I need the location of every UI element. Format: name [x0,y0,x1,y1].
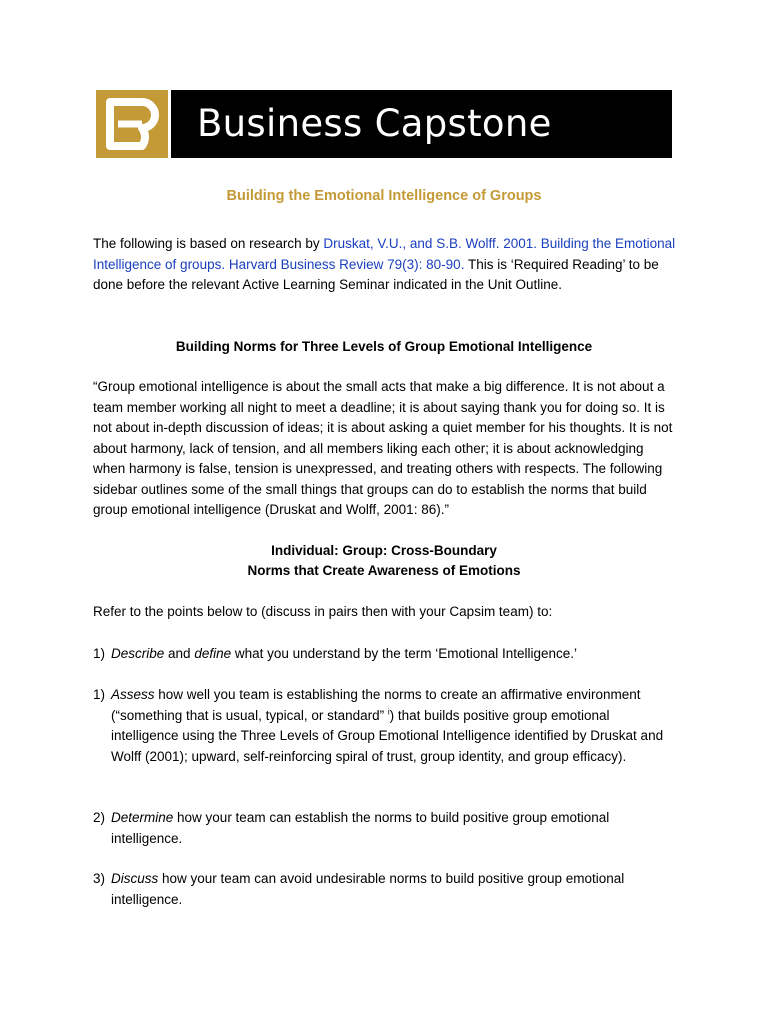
sub-heading-line1: Individual: Group: Cross-Boundary [271,543,497,558]
list-item [93,644,677,665]
list-item [93,869,677,910]
item-number: 3) [93,871,106,886]
item-text: how well you team is establishing the norms to create an affirmative environment (“something that is usual, typical, or standard” [111,687,641,723]
item-verb: Assess [111,687,155,702]
intro-paragraph [93,234,677,296]
instructions: Refer to the points below to (discuss in pairs then with your Capsim team) to: [93,604,553,619]
document-title: Building the Emotional Intelligence of Groups [226,188,542,204]
item-text: how your team can establish the norms to build positive group emotional intelligence. [111,810,610,846]
list-item [93,808,677,849]
item-text-2: ) that builds positive group emotional intelligence using the Three Levels of Group Emotional Intelligence identified by Druskat and Wolff (2001); upward, self-reinforcing spiral of trust, group identity, and group efficacy). [111,707,664,764]
citation-link[interactable]: Druskat, V.U., and S.B. Wolff. 2001. Building the Emotional Intelligence of groups. Harvard Business Review 79(3): 80-90. [93,236,676,272]
item-text: how your team can avoid undesirable norms to build positive group emotional intelligence. [111,871,625,907]
item-verb: Determine [111,810,174,825]
item-text: and [164,646,195,661]
item-number: 1) [93,646,106,661]
item-text-2: what you understand by the term ‘Emotional Intelligence.’ [231,646,578,661]
item-verb-2: define [194,646,232,661]
item-verb: Discuss [111,871,159,886]
item-number: 2) [93,810,106,825]
intro-suffix: This is ‘Required Reading’ to be done before the relevant Active Learning Seminar indicated in the Unit Outline. [93,256,659,292]
sub-heading-line2: Norms that Create Awareness of Emotions [247,563,521,578]
footnote-marker[interactable]: i [387,707,390,716]
item-number: 1) [93,687,106,702]
item-verb: Describe [111,646,165,661]
quote-paragraph: “Group emotional intelligence is about the small acts that make a big difference. It is not about a team member working all night to meet a deadline; it is about saying thank you for doing so. It is not about in-depth discussion of ideas; it is about asking a quiet member for his thoughts. It is not about harmony, lack of tension, and all members liking each other; it is about acknowledging when harmony is false, tension is unexpressed, and treating others with respects. The following sidebar outlines some of the small things that groups can do to establish the norms that build group emotional intelligence (Druskat and Wolff, 2001: 86).” [93,379,673,517]
logo-icon [96,90,168,158]
brand-name: Business Capstone [171,90,672,158]
intro-prefix: The following is based on research by [93,236,324,251]
section-heading: Building Norms for Three Levels of Group Emotional Intelligence [175,339,593,354]
list-item [93,685,677,767]
brand-banner [96,90,672,158]
